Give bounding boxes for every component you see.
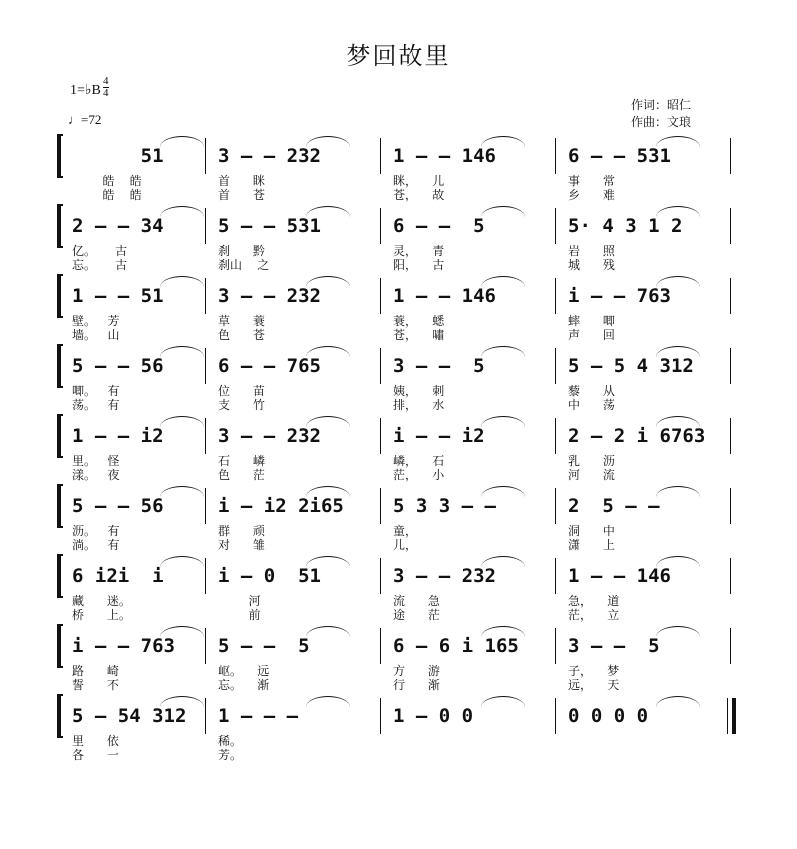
composer-credit: 作曲：文琅: [631, 115, 692, 129]
slur-arc: [656, 416, 700, 427]
score-row: [0, 620, 797, 692]
lyric-line-2: 忘。 渐: [218, 678, 270, 692]
lyric-line-1: 藏 迷。: [72, 594, 131, 608]
slur-arc: [656, 276, 700, 287]
lyric-line-2: 潇 上: [568, 538, 615, 552]
slur-arc: [306, 626, 350, 637]
lyric-line-2: 行 渐: [393, 678, 440, 692]
measure-notes: i – 0 51: [218, 565, 321, 587]
final-barline: [732, 698, 736, 734]
measure-notes: 6 – 6 i 165: [393, 635, 519, 657]
system-bracket: [57, 484, 63, 528]
barline: [730, 488, 731, 524]
lyric-line-2: 排， 水: [393, 398, 445, 412]
slur-arc: [656, 136, 700, 147]
lyric-line-1: 子， 梦: [568, 664, 620, 678]
measure-notes: 5 – – 56: [72, 355, 164, 377]
slur-arc: [306, 276, 350, 287]
measure-notes: 1 – – 146: [393, 285, 496, 307]
time-signature: 4 4: [103, 75, 109, 99]
barline: [730, 418, 731, 454]
lyric-line-2: 河 流: [568, 468, 615, 482]
score-row: [0, 690, 797, 762]
lyric-line-1: 皓 皓: [72, 174, 142, 188]
lyric-line-1: 亿。 古: [72, 244, 128, 258]
slur-arc: [656, 206, 700, 217]
barline: [380, 348, 381, 384]
measure-notes: 3 – – 5: [568, 635, 660, 657]
lyric-line-1: 急， 道: [568, 594, 620, 608]
slur-arc: [481, 276, 525, 287]
lyric-line-1: 沥。 有: [72, 524, 120, 538]
lyric-line-2: 城 残: [568, 258, 615, 272]
measure-notes: 5· 4 3 1 2: [568, 215, 683, 237]
slur-arc: [481, 136, 525, 147]
lyric-line-2: 荡。 有: [72, 398, 120, 412]
score-row: [0, 340, 797, 412]
barline: [555, 488, 556, 524]
slur-arc: [160, 276, 204, 287]
lyric-line-1: 眯， 儿: [393, 174, 445, 188]
system-bracket: [57, 414, 63, 458]
lyric-line-2: 途 茫: [393, 608, 440, 622]
system-bracket: [57, 344, 63, 388]
barline: [205, 418, 206, 454]
lyric-line-1: 灵， 青: [393, 244, 445, 258]
lyric-line-2: 墙。 山: [72, 328, 120, 342]
score-row: [0, 550, 797, 622]
barline: [555, 698, 556, 734]
measure-notes: 1 – 0 0: [393, 705, 474, 727]
lyric-line-1: 事 常: [568, 174, 615, 188]
lyric-line-1: 乳 沥: [568, 454, 615, 468]
score-row: [0, 480, 797, 552]
lyric-line-2: 乡 难: [568, 188, 615, 202]
barline: [730, 558, 731, 594]
barline: [380, 278, 381, 314]
lyric-line-2: 桥 上。: [72, 608, 131, 622]
tempo-marking: ♩=72: [68, 112, 102, 127]
slur-arc: [481, 416, 525, 427]
measure-notes: 2 – – 34: [72, 215, 164, 237]
slur-arc: [160, 626, 204, 637]
lyric-line-2: 茫， 小: [393, 468, 445, 482]
system-bracket: [57, 624, 63, 668]
lyric-line-2: 皓 皓: [72, 188, 142, 202]
measure-notes: 2 5 – –: [568, 495, 660, 517]
barline: [555, 138, 556, 174]
system-bracket: [57, 134, 63, 178]
barline: [730, 628, 731, 664]
system-bracket: [57, 274, 63, 318]
barline: [730, 138, 731, 174]
slur-arc: [306, 206, 350, 217]
measure-notes: 1 – – 146: [393, 145, 496, 167]
barline: [205, 698, 206, 734]
barline: [205, 348, 206, 384]
slur-arc: [481, 486, 525, 497]
system-bracket: [57, 204, 63, 248]
song-title: 梦回故里: [346, 42, 451, 70]
measure-notes: 1 – – i2: [72, 425, 164, 447]
slur-arc: [656, 626, 700, 637]
lyric-line-1: 藜 从: [568, 384, 615, 398]
barline: [205, 278, 206, 314]
measure-notes: i – – i2: [393, 425, 485, 447]
measure-notes: 1 – – 146: [568, 565, 671, 587]
lyric-line-1: 首 眯: [218, 174, 265, 188]
barline: [205, 208, 206, 244]
score-row: [0, 270, 797, 342]
lyric-line-1: 壁。 芳: [72, 314, 120, 328]
slur-arc: [160, 486, 204, 497]
barline: [555, 278, 556, 314]
measure-notes: 3 – – 232: [218, 285, 321, 307]
slur-arc: [160, 556, 204, 567]
measure-notes: 5 – – 56: [72, 495, 164, 517]
lyric-line-1: 位 苗: [218, 384, 265, 398]
lyric-line-1: 童，: [393, 524, 418, 538]
lyric-line-2: 漾。 夜: [72, 468, 120, 482]
measure-notes: 5 – – 531: [218, 215, 321, 237]
lyric-line-1: 刹 黔: [218, 244, 265, 258]
barline: [730, 348, 731, 384]
slur-arc: [481, 206, 525, 217]
score-row: [0, 200, 797, 272]
lyric-line-1: 石 嶙: [218, 454, 265, 468]
barline: [727, 698, 728, 734]
lyric-line-2: 刹山 之: [218, 258, 270, 272]
barline: [380, 138, 381, 174]
measure-notes: 3 – – 232: [393, 565, 496, 587]
measure-notes: 5 – 5 4 312: [568, 355, 694, 377]
system-bracket: [57, 554, 63, 598]
lyric-line-2: 茫， 立: [568, 608, 620, 622]
lyric-line-1: 群 顽: [218, 524, 265, 538]
measure-notes: 5 3 3 – –: [393, 495, 496, 517]
lyric-line-1: 里。 怪: [72, 454, 120, 468]
slur-arc: [160, 696, 204, 707]
lyric-line-1: 流 急: [393, 594, 440, 608]
lyric-line-1: 岖。 远: [218, 664, 270, 678]
slur-arc: [481, 346, 525, 357]
measure-notes: i – – 763: [72, 635, 175, 657]
lyric-line-2: 各 一: [72, 748, 119, 762]
slur-arc: [656, 556, 700, 567]
slur-arc: [656, 696, 700, 707]
slur-arc: [306, 136, 350, 147]
lyric-line-2: 前: [218, 608, 261, 622]
barline: [380, 558, 381, 594]
lyric-line-2: 色 苍: [218, 328, 265, 342]
measure-notes: 2 – 2 i 6763: [568, 425, 706, 447]
system-bracket: [57, 694, 63, 738]
score-row: [0, 410, 797, 482]
lyric-line-1: 姨， 刺: [393, 384, 445, 398]
slur-arc: [306, 696, 350, 707]
lyric-line-2: 色 茫: [218, 468, 265, 482]
lyric-line-2: 对 雏: [218, 538, 265, 552]
slur-arc: [656, 486, 700, 497]
measure-notes: 6 – – 5: [393, 215, 485, 237]
lyric-line-2: 阳， 古: [393, 258, 445, 272]
lyric-line-2: 儿，: [393, 538, 418, 552]
lyric-line-1: 里 依: [72, 734, 119, 748]
measure-notes: 1 – – –: [218, 705, 299, 727]
lyric-line-1: 方 游: [393, 664, 440, 678]
key-signature: 1=♭B: [70, 83, 101, 98]
lyricist-credit: 作词：昭仁: [631, 98, 692, 112]
lyric-line-1: 稀。: [218, 734, 243, 748]
slur-arc: [306, 486, 350, 497]
measure-notes: 6 – – 531: [568, 145, 671, 167]
lyric-line-2: 芳。: [218, 748, 243, 762]
slur-arc: [656, 346, 700, 357]
lyric-line-1: 蓑， 蟋: [393, 314, 445, 328]
measure-notes: 3 – – 5: [393, 355, 485, 377]
barline: [205, 628, 206, 664]
barline: [555, 418, 556, 454]
slur-arc: [160, 416, 204, 427]
lyric-line-2: 忘。 古: [72, 258, 128, 272]
barline: [555, 208, 556, 244]
barline: [555, 348, 556, 384]
slur-arc: [481, 626, 525, 637]
slur-arc: [160, 136, 204, 147]
lyric-line-2: 苍， 嘯: [393, 328, 445, 342]
lyric-line-2: 首 苍: [218, 188, 265, 202]
lyric-line-1: 唧。 有: [72, 384, 120, 398]
measure-notes: 1 – – 51: [72, 285, 164, 307]
measure-notes: 5 – 54 312: [72, 705, 187, 727]
lyric-line-1: 草 蓑: [218, 314, 265, 328]
barline: [380, 628, 381, 664]
measure-notes: 3 – – 232: [218, 425, 321, 447]
measure-notes: 51: [72, 145, 164, 167]
barline: [380, 488, 381, 524]
slur-arc: [481, 696, 525, 707]
barline: [205, 488, 206, 524]
slur-arc: [306, 416, 350, 427]
barline: [730, 208, 731, 244]
measure-notes: 5 – – 5: [218, 635, 310, 657]
lyric-line-1: 嶙， 石: [393, 454, 445, 468]
slur-arc: [160, 346, 204, 357]
slur-arc: [160, 206, 204, 217]
lyric-line-1: 路 崎: [72, 664, 119, 678]
slur-arc: [306, 556, 350, 567]
slur-arc: [306, 346, 350, 357]
barline: [380, 208, 381, 244]
barline: [380, 418, 381, 454]
barline: [555, 558, 556, 594]
barline: [555, 628, 556, 664]
lyric-line-2: 远， 天: [568, 678, 620, 692]
lyric-line-2: 声 回: [568, 328, 615, 342]
measure-notes: i – i2 2i65: [218, 495, 344, 517]
lyric-line-2: 苍， 故: [393, 188, 445, 202]
lyric-line-1: 洞 中: [568, 524, 615, 538]
lyric-line-1: 蟀 唧: [568, 314, 615, 328]
slur-arc: [481, 556, 525, 567]
lyric-line-2: 淌。 有: [72, 538, 120, 552]
lyric-line-2: 中 荡: [568, 398, 615, 412]
lyric-line-1: 岩 照: [568, 244, 615, 258]
barline: [730, 278, 731, 314]
barline: [380, 698, 381, 734]
lyric-line-2: 支 竹: [218, 398, 265, 412]
measure-notes: 6 – – 765: [218, 355, 321, 377]
measure-notes: i – – 763: [568, 285, 671, 307]
barline: [205, 138, 206, 174]
lyric-line-1: 河: [218, 594, 261, 608]
score-row: [0, 130, 797, 202]
measure-notes: 0 0 0 0: [568, 705, 649, 727]
measure-notes: 6 i2i i: [72, 565, 164, 587]
barline: [205, 558, 206, 594]
measure-notes: 3 – – 232: [218, 145, 321, 167]
lyric-line-2: 誓 不: [72, 678, 119, 692]
